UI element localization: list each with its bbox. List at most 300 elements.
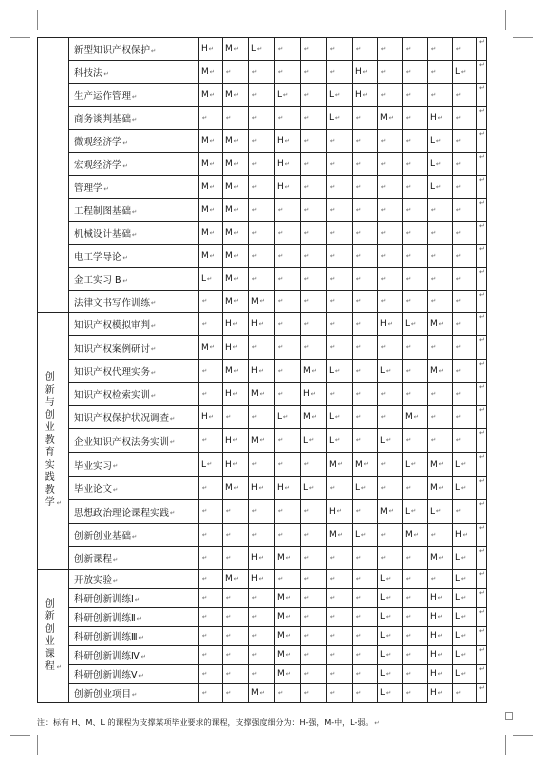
support-level-cell — [453, 627, 477, 646]
pilcrow-mark: ↵ — [361, 483, 367, 492]
support-level: H — [455, 530, 462, 540]
course-name: 科研创新训练Ⅱ — [74, 613, 136, 624]
course-name-cell — [69, 313, 199, 336]
pilcrow-mark: ↵ — [381, 297, 387, 305]
pilcrow-mark: ↵ — [437, 669, 444, 678]
pilcrow-mark: ↵ — [209, 228, 216, 237]
pilcrow-mark: ↵ — [479, 453, 485, 461]
support-level-cell — [378, 570, 403, 589]
support-level: M — [251, 435, 259, 446]
support-level-cell — [428, 360, 453, 383]
pilcrow-mark: ↵ — [202, 553, 208, 562]
support-level: L — [380, 593, 386, 603]
support-level: H — [201, 44, 208, 54]
support-level-cell — [403, 429, 428, 453]
crop-mark — [505, 10, 506, 30]
pilcrow-mark: ↵ — [233, 366, 240, 375]
support-level-cell — [223, 453, 249, 477]
support-level-cell — [327, 646, 353, 665]
pilcrow-mark: ↵ — [479, 383, 485, 391]
support-level-cell — [301, 383, 327, 406]
pilcrow-mark: ↵ — [151, 46, 157, 55]
table-row — [38, 291, 487, 313]
support-level-cell — [199, 406, 223, 429]
support-level-cell — [327, 383, 353, 406]
group-label-cell — [38, 38, 69, 313]
pilcrow-mark: ↵ — [461, 631, 467, 640]
pilcrow-mark: ↵ — [252, 274, 258, 283]
pilcrow-mark: ↵ — [356, 274, 362, 283]
pilcrow-mark: ↵ — [202, 483, 208, 492]
support-level: M — [380, 506, 388, 517]
course-name-cell — [69, 453, 199, 477]
pilcrow-mark: ↵ — [252, 343, 258, 351]
support-level-cell — [428, 684, 453, 703]
support-level: M — [251, 389, 259, 399]
table-row — [38, 665, 487, 684]
footnote — [37, 717, 380, 728]
pilcrow-mark: ↵ — [304, 113, 310, 122]
support-level-cell — [301, 222, 327, 245]
row-end-mark-cell — [477, 336, 487, 360]
support-level-cell — [199, 360, 223, 383]
support-level-cell — [378, 383, 403, 406]
pilcrow-mark: ↵ — [479, 608, 485, 616]
course-name-cell — [69, 84, 199, 107]
support-level: M — [225, 159, 233, 169]
pilcrow-mark: ↵ — [304, 182, 310, 191]
support-level-cell — [327, 500, 353, 524]
pilcrow-mark: ↵ — [138, 633, 145, 642]
support-level-cell — [353, 589, 378, 608]
support-level-cell — [403, 291, 428, 313]
support-level: L — [380, 574, 386, 584]
pilcrow-mark: ↵ — [252, 460, 258, 468]
support-level: L — [277, 90, 283, 100]
pilcrow-mark: ↵ — [356, 593, 362, 602]
support-level-cell — [403, 222, 428, 245]
pilcrow-mark: ↵ — [431, 274, 437, 283]
pilcrow-mark: ↵ — [479, 176, 485, 184]
support-level: M — [430, 366, 438, 376]
pilcrow-mark: ↵ — [103, 184, 109, 193]
support-level-cell — [403, 547, 428, 570]
course-name-cell — [69, 608, 199, 627]
pilcrow-mark: ↵ — [278, 67, 284, 76]
pilcrow-mark: ↵ — [356, 366, 362, 375]
support-level-cell — [301, 429, 327, 453]
support-level-cell — [301, 38, 327, 61]
support-level-cell — [353, 360, 378, 383]
row-end-mark-cell — [477, 547, 487, 570]
support-level: M — [225, 574, 233, 584]
support-level-cell — [275, 153, 301, 176]
support-level-cell — [275, 336, 301, 360]
support-level-cell — [403, 453, 428, 477]
pilcrow-mark: ↵ — [406, 274, 412, 283]
pilcrow-mark: ↵ — [285, 553, 292, 562]
support-level-cell — [453, 524, 477, 547]
pilcrow-mark: ↵ — [103, 69, 109, 78]
support-level-cell — [403, 84, 428, 107]
support-level: L — [455, 574, 461, 584]
support-level-cell — [353, 268, 378, 291]
group-label: 创新创业课程 — [44, 598, 55, 672]
row-end-mark-cell — [477, 524, 487, 547]
pilcrow-mark: ↵ — [406, 67, 412, 76]
pilcrow-mark: ↵ — [406, 113, 412, 122]
pilcrow-mark: ↵ — [479, 222, 485, 230]
support-level-cell — [199, 268, 223, 291]
support-level-cell — [378, 268, 403, 291]
support-level-cell — [249, 477, 275, 500]
pilcrow-mark: ↵ — [258, 483, 265, 492]
pilcrow-mark: ↵ — [151, 299, 157, 307]
pilcrow-mark: ↵ — [406, 182, 412, 191]
crop-mark — [37, 735, 38, 755]
support-level: H — [430, 113, 437, 123]
table-row — [38, 570, 487, 589]
crop-mark — [37, 10, 38, 30]
pilcrow-mark: ↵ — [456, 205, 462, 214]
row-end-mark-cell — [477, 61, 487, 84]
pilcrow-mark: ↵ — [132, 532, 138, 541]
support-level-cell — [353, 313, 378, 336]
course-name-cell — [69, 627, 199, 646]
course-name-cell — [69, 38, 199, 61]
support-level: M — [430, 319, 438, 329]
pilcrow-mark: ↵ — [278, 297, 284, 305]
support-level-cell — [403, 646, 428, 665]
support-level-cell — [301, 589, 327, 608]
pilcrow-mark: ↵ — [278, 113, 284, 122]
support-level-cell — [223, 589, 249, 608]
pilcrow-mark: ↵ — [461, 574, 467, 583]
course-name-cell — [69, 291, 199, 313]
support-level-cell — [453, 61, 477, 84]
matrix-body — [38, 38, 487, 703]
pilcrow-mark: ↵ — [209, 251, 216, 260]
pilcrow-mark: ↵ — [259, 688, 266, 697]
support-level-cell — [353, 547, 378, 570]
support-level-cell — [275, 313, 301, 336]
pilcrow-mark: ↵ — [406, 44, 412, 53]
support-level-cell — [428, 291, 453, 313]
course-name-cell — [69, 176, 199, 199]
support-level-cell — [428, 130, 453, 153]
support-level-cell — [403, 589, 428, 608]
pilcrow-mark: ↵ — [381, 274, 387, 283]
support-level-cell — [301, 547, 327, 570]
row-end-mark-cell — [477, 360, 487, 383]
support-level: H — [277, 483, 284, 493]
pilcrow-mark: ↵ — [252, 650, 258, 659]
support-level-cell — [275, 222, 301, 245]
support-level-cell — [327, 429, 353, 453]
support-level-cell — [353, 291, 378, 313]
support-level-cell — [403, 684, 428, 703]
pilcrow-mark: ↵ — [356, 205, 362, 214]
table-row — [38, 222, 487, 245]
pilcrow-mark: ↵ — [285, 669, 292, 678]
support-level-cell — [223, 646, 249, 665]
pilcrow-mark: ↵ — [386, 436, 392, 444]
support-level-cell — [249, 524, 275, 547]
pilcrow-mark: ↵ — [461, 669, 467, 678]
pilcrow-mark: ↵ — [381, 67, 387, 76]
pilcrow-mark: ↵ — [226, 650, 232, 659]
support-level-cell — [199, 199, 223, 222]
support-level-cell — [353, 107, 378, 130]
pilcrow-mark: ↵ — [330, 688, 336, 697]
pilcrow-mark: ↵ — [438, 366, 445, 375]
support-level-cell — [199, 627, 223, 646]
support-level-cell — [301, 665, 327, 684]
pilcrow-mark: ↵ — [226, 612, 232, 621]
support-level-cell — [199, 38, 223, 61]
pilcrow-mark: ↵ — [113, 485, 119, 494]
course-name: 毕业实习 — [74, 460, 113, 472]
support-level: L — [430, 182, 436, 192]
support-level-cell — [275, 176, 301, 199]
support-level-cell — [199, 107, 223, 130]
support-level-cell — [327, 245, 353, 268]
support-level-cell — [453, 291, 477, 313]
pilcrow-mark: ↵ — [381, 228, 387, 237]
pilcrow-mark: ↵ — [311, 366, 318, 375]
pilcrow-mark: ↵ — [151, 391, 157, 400]
support-level: L — [329, 90, 335, 100]
support-level-cell — [403, 61, 428, 84]
pilcrow-mark: ↵ — [330, 631, 336, 640]
support-level-cell — [453, 245, 477, 268]
support-level-cell — [249, 665, 275, 684]
pilcrow-mark: ↵ — [252, 593, 258, 602]
pilcrow-mark: ↵ — [356, 412, 362, 421]
support-level: M — [277, 669, 285, 679]
support-level: H — [355, 90, 362, 100]
support-level-cell — [403, 313, 428, 336]
pilcrow-mark: ↵ — [309, 436, 315, 444]
pilcrow-mark: ↵ — [381, 136, 387, 145]
pilcrow-mark: ↵ — [381, 159, 387, 168]
pilcrow-mark: ↵ — [431, 44, 437, 53]
support-level-cell — [223, 336, 249, 360]
table-row — [38, 477, 487, 500]
support-level-cell — [428, 268, 453, 291]
support-level-cell — [327, 313, 353, 336]
pilcrow-mark: ↵ — [226, 688, 232, 697]
support-level-cell — [327, 336, 353, 360]
support-level-cell — [249, 222, 275, 245]
course-name-cell — [69, 524, 199, 547]
pilcrow-mark: ↵ — [406, 205, 412, 214]
support-level-cell — [249, 313, 275, 336]
pilcrow-mark: ↵ — [207, 274, 213, 283]
support-level-cell — [223, 84, 249, 107]
pilcrow-mark: ↵ — [381, 44, 387, 53]
pilcrow-mark: ↵ — [461, 460, 467, 468]
support-level-cell — [275, 245, 301, 268]
support-level-cell — [199, 646, 223, 665]
pilcrow-mark: ↵ — [257, 44, 263, 53]
support-level-cell — [327, 360, 353, 383]
support-level-cell — [378, 360, 403, 383]
support-level-cell — [378, 153, 403, 176]
pilcrow-mark: ↵ — [330, 483, 336, 492]
course-name: 科研创新训练Ⅴ — [74, 670, 138, 681]
support-level-cell — [353, 429, 378, 453]
table-row — [38, 130, 487, 153]
pilcrow-mark: ↵ — [406, 553, 412, 562]
support-level-cell — [199, 547, 223, 570]
pilcrow-mark: ↵ — [202, 669, 208, 678]
pilcrow-mark: ↵ — [456, 90, 462, 99]
table-row — [38, 268, 487, 291]
course-name-cell — [69, 406, 199, 429]
support-level-cell — [249, 684, 275, 703]
support-level-cell — [403, 268, 428, 291]
pilcrow-mark: ↵ — [330, 251, 336, 260]
support-level-cell — [223, 477, 249, 500]
support-level-cell — [199, 336, 223, 360]
course-name: 科研创新训练Ⅰ — [74, 594, 134, 605]
pilcrow-mark: ↵ — [304, 159, 310, 168]
support-level: M — [201, 182, 209, 192]
row-end-mark-cell — [477, 429, 487, 453]
support-level-cell — [327, 684, 353, 703]
support-level-cell — [403, 38, 428, 61]
support-level-cell — [428, 383, 453, 406]
course-name: 毕业论文 — [74, 484, 113, 495]
pilcrow-mark: ↵ — [438, 553, 445, 562]
course-name-cell — [69, 61, 199, 84]
support-level: M — [225, 44, 233, 54]
pilcrow-mark: ↵ — [278, 460, 284, 468]
support-level: M — [225, 274, 233, 284]
course-name: 知识产权案例研讨 — [74, 343, 151, 355]
pilcrow-mark: ↵ — [252, 205, 258, 214]
table-row — [38, 107, 487, 130]
course-name: 科研创新训练Ⅲ — [74, 632, 138, 643]
support-level-cell — [453, 107, 477, 130]
support-level-cell — [275, 130, 301, 153]
support-level-cell — [249, 547, 275, 570]
pilcrow-mark: ↵ — [406, 593, 412, 602]
pilcrow-mark: ↵ — [252, 530, 258, 539]
pilcrow-mark: ↵ — [252, 90, 258, 99]
pilcrow-mark: ↵ — [278, 44, 284, 53]
support-level-cell — [378, 222, 403, 245]
pilcrow-mark: ↵ — [356, 669, 362, 678]
pilcrow-mark: ↵ — [252, 67, 258, 76]
support-level-cell — [353, 453, 378, 477]
support-level: L — [380, 366, 386, 376]
course-name-cell — [69, 336, 199, 360]
support-level: H — [225, 389, 232, 399]
support-level-cell — [275, 268, 301, 291]
row-end-mark-cell — [477, 383, 487, 406]
support-level: L — [355, 530, 361, 540]
support-level: M — [405, 530, 413, 540]
pilcrow-mark: ↵ — [232, 460, 239, 468]
pilcrow-mark: ↵ — [479, 524, 485, 532]
support-level-cell — [327, 153, 353, 176]
row-end-mark-cell — [477, 665, 487, 684]
support-level-cell — [378, 589, 403, 608]
support-level-cell — [353, 477, 378, 500]
support-level-cell — [301, 268, 327, 291]
pilcrow-mark: ↵ — [304, 228, 310, 237]
pilcrow-mark: ↵ — [226, 412, 232, 421]
support-level: H — [251, 574, 258, 584]
pilcrow-mark: ↵ — [232, 343, 239, 351]
support-level-cell — [301, 199, 327, 222]
support-level-cell — [301, 608, 327, 627]
pilcrow-mark: ↵ — [202, 507, 208, 515]
pilcrow-mark: ↵ — [330, 297, 336, 305]
pilcrow-mark: ↵ — [431, 574, 437, 583]
pilcrow-mark: ↵ — [285, 612, 292, 621]
support-level-cell — [199, 176, 223, 199]
course-name: 企业知识产权法务实训 — [74, 436, 170, 448]
pilcrow-mark: ↵ — [132, 690, 138, 699]
pilcrow-mark: ↵ — [278, 688, 284, 697]
row-end-mark-cell — [477, 84, 487, 107]
pilcrow-mark: ↵ — [330, 274, 336, 283]
support-level-cell — [249, 107, 275, 130]
pilcrow-mark: ↵ — [406, 631, 412, 640]
support-level-cell — [223, 547, 249, 570]
pilcrow-mark: ↵ — [381, 483, 387, 492]
support-level-cell — [353, 176, 378, 199]
pilcrow-mark: ↵ — [431, 228, 437, 237]
pilcrow-mark: ↵ — [438, 460, 445, 468]
pilcrow-mark: ↵ — [335, 436, 341, 444]
support-level-cell — [428, 429, 453, 453]
support-level-cell — [453, 406, 477, 429]
support-level: M — [380, 113, 388, 123]
row-end-mark-cell — [477, 245, 487, 268]
support-level-cell — [403, 107, 428, 130]
support-level-cell — [275, 84, 301, 107]
support-level-cell — [223, 627, 249, 646]
support-level-cell — [199, 524, 223, 547]
pilcrow-mark: ↵ — [356, 136, 362, 145]
pilcrow-mark: ↵ — [362, 67, 369, 76]
pilcrow-mark: ↵ — [361, 530, 367, 539]
pilcrow-mark: ↵ — [431, 343, 437, 351]
pilcrow-mark: ↵ — [56, 662, 63, 671]
support-level: L — [251, 44, 257, 54]
course-name-cell — [69, 107, 199, 130]
support-level-cell — [378, 477, 403, 500]
support-level-cell — [428, 500, 453, 524]
support-level-cell — [453, 646, 477, 665]
support-level-cell — [378, 130, 403, 153]
support-level: M — [251, 296, 259, 307]
course-name: 知识产权保护状况调查 — [74, 413, 170, 424]
course-name-cell — [69, 646, 199, 665]
pilcrow-mark: ↵ — [202, 530, 208, 539]
pilcrow-mark: ↵ — [335, 412, 341, 421]
pilcrow-mark: ↵ — [304, 319, 310, 328]
support-level: H — [251, 366, 258, 376]
pilcrow-mark: ↵ — [252, 412, 258, 421]
row-end-mark-cell — [477, 646, 487, 665]
support-level: M — [225, 136, 233, 146]
pilcrow-mark: ↵ — [330, 319, 336, 328]
